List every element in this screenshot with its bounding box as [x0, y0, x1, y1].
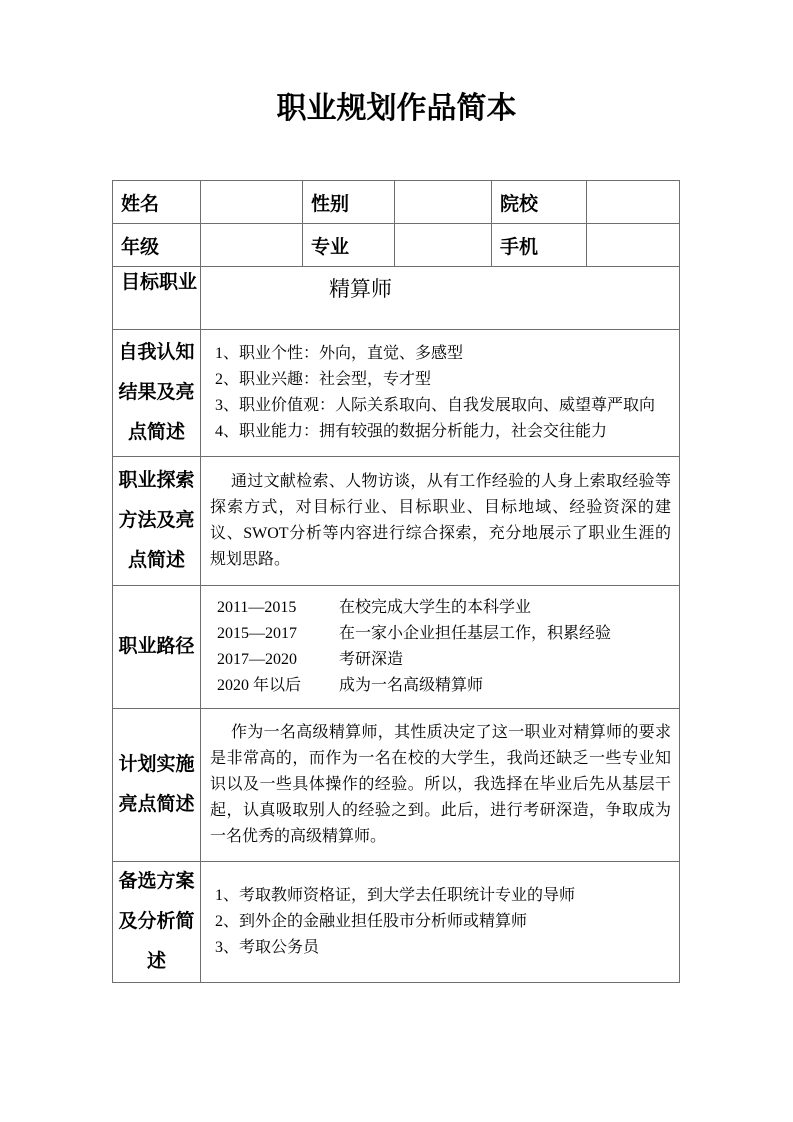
target-job-row — [113, 267, 680, 330]
milestone — [217, 621, 679, 647]
career-path-row — [113, 586, 680, 709]
grade-label: 年级 — [113, 224, 201, 267]
list-item: 4、职业能力：拥有较强的数据分析能力，社会交往能力 — [215, 423, 608, 440]
milestone-description: 成为一名高级精算师 — [339, 677, 484, 694]
self-awareness-row — [113, 330, 680, 457]
milestone — [217, 673, 679, 699]
self-awareness-content — [201, 330, 680, 457]
exploration-paragraph: 通过文献检索、人物访谈，从有工作经验的人身上索取经验等探索方式，对目标行业、目标职业、目标地域、经验资深的建议、SWOT分析等内容进行综合探索，充分地展示了职业生涯的规划思路。 — [210, 473, 671, 568]
list-item: 1、职业个性：外向，直觉、多感型 — [215, 345, 464, 362]
exploration-label: 职业探索 方法及亮 点简述 — [113, 457, 201, 586]
gender-value-cell — [395, 181, 492, 224]
implementation-paragraph: 作为一名高级精算师，其性质决定了这一职业对精算师的要求是非常高的，而作为一名在校的大学生，我尚还缺乏一些专业知识以及一些具体操作的经验。所以，我选择在毕业后先从基层干起，认真吸取别人的经验之到。此后，进行考研深造，争取成为一名优秀的高级精算师。 — [210, 724, 671, 845]
milestone-period: 2015—2017 — [217, 625, 297, 642]
milestone-period: 2011—2015 — [217, 599, 297, 616]
career-plan-table — [112, 180, 680, 983]
target-job-value: 精算师 — [329, 277, 392, 301]
list-item: 2、到外企的金融业担任股市分析师或精算师 — [215, 913, 528, 930]
list-item: 3、考取公务员 — [215, 939, 320, 956]
career-path-content — [201, 586, 680, 709]
milestone — [217, 595, 679, 621]
implementation-row — [113, 709, 680, 862]
implementation-label: 计划实施 亮点简述 — [113, 709, 201, 862]
milestone — [217, 647, 679, 673]
list-item: 2、职业兴趣：社会型，专才型 — [215, 371, 432, 388]
name-value-cell — [201, 181, 303, 224]
target-job-label: 目标职业 — [113, 267, 201, 330]
info-row-1 — [113, 181, 680, 224]
major-value-cell — [395, 224, 492, 267]
implementation-content — [201, 709, 680, 862]
milestone-description: 在一家小企业担任基层工作，积累经验 — [339, 625, 612, 642]
college-value-cell — [587, 181, 680, 224]
list-item: 3、职业价值观：人际关系取向、自我发展取向、威望尊严取向 — [215, 397, 656, 414]
phone-label: 手机 — [492, 224, 587, 267]
milestone-period: 2020 年以后 — [217, 677, 302, 694]
milestone-description: 考研深造 — [339, 651, 404, 668]
name-label: 姓名 — [113, 181, 201, 224]
alternatives-label: 备选方案 及分析简 述 — [113, 862, 201, 983]
list-item: 1、考取教师资格证，到大学去任职统计专业的导师 — [215, 887, 576, 904]
college-label: 院校 — [492, 181, 587, 224]
milestone-description: 在校完成大学生的本科学业 — [339, 599, 532, 616]
exploration-content — [201, 457, 680, 586]
alternatives-row — [113, 862, 680, 983]
exploration-row — [113, 457, 680, 586]
career-path-label: 职业路径 — [113, 586, 201, 709]
milestone-period: 2017—2020 — [217, 651, 297, 668]
phone-value-cell — [587, 224, 680, 267]
grade-value-cell — [201, 224, 303, 267]
target-job-cell — [201, 267, 680, 330]
document-title: 职业规划作品简本 — [276, 92, 517, 125]
alternatives-content — [201, 862, 680, 983]
self-awareness-label: 自我认知 结果及亮 点简述 — [113, 330, 201, 457]
major-label: 专业 — [303, 224, 395, 267]
gender-label: 性别 — [303, 181, 395, 224]
info-row-2 — [113, 224, 680, 267]
